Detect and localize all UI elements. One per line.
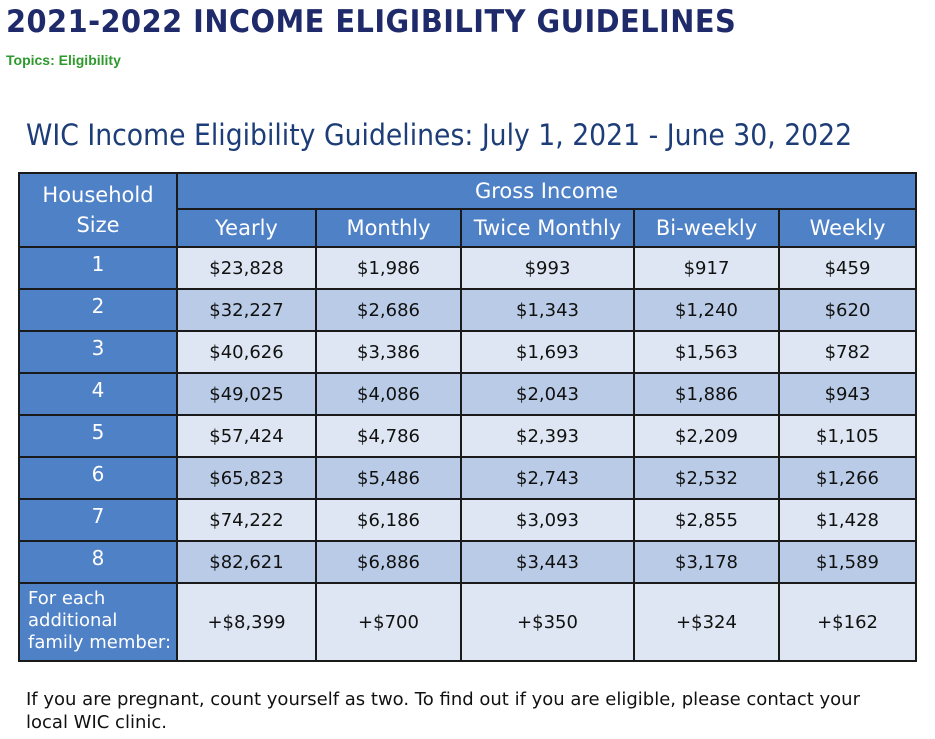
- additional-member-row: [19, 583, 916, 661]
- income-cell: $2,532: [634, 457, 779, 499]
- income-cell: $620: [779, 289, 916, 331]
- gross-income-header: Gross Income: [177, 173, 916, 209]
- income-cell: $993: [461, 247, 634, 289]
- income-cell: $1,428: [779, 499, 916, 541]
- income-cell: $1,343: [461, 289, 634, 331]
- income-cell: $3,093: [461, 499, 634, 541]
- income-cell: $6,886: [316, 541, 461, 583]
- income-cell: $1,266: [779, 457, 916, 499]
- income-cell: $4,086: [316, 373, 461, 415]
- income-cell: $82,621: [177, 541, 316, 583]
- income-cell: $2,043: [461, 373, 634, 415]
- income-cell: $2,855: [634, 499, 779, 541]
- additional-member-label-line: family member:: [28, 632, 172, 653]
- column-header-monthly: Monthly: [316, 209, 461, 247]
- income-cell: $74,222: [177, 499, 316, 541]
- income-cell: $6,186: [316, 499, 461, 541]
- household-size-cell: 1: [19, 247, 177, 289]
- income-cell: $57,424: [177, 415, 316, 457]
- additional-income-cell: +$162: [779, 583, 916, 661]
- topic-link-eligibility[interactable]: Eligibility: [58, 52, 121, 68]
- additional-member-label-line: additional: [28, 610, 118, 631]
- table-row: [19, 247, 916, 289]
- income-cell: $1,986: [316, 247, 461, 289]
- table-row: [19, 373, 916, 415]
- household-size-header: [19, 173, 177, 247]
- income-cell: $5,486: [316, 457, 461, 499]
- household-size-cell: 4: [19, 373, 177, 415]
- income-cell: $1,240: [634, 289, 779, 331]
- income-cell: $459: [779, 247, 916, 289]
- income-cell: $23,828: [177, 247, 316, 289]
- income-cell: $4,786: [316, 415, 461, 457]
- topics-line: [6, 52, 121, 68]
- income-cell: $32,227: [177, 289, 316, 331]
- table-row: [19, 331, 916, 373]
- income-cell: $3,386: [316, 331, 461, 373]
- table-row: [19, 499, 916, 541]
- figure-title: WIC Income Eligibility Guidelines: July 1, 2021 - June 30, 2022: [26, 118, 853, 152]
- household-size-cell: 7: [19, 499, 177, 541]
- additional-income-cell: +$8,399: [177, 583, 316, 661]
- income-cell: $1,886: [634, 373, 779, 415]
- table-row: [19, 289, 916, 331]
- additional-income-cell: +$700: [316, 583, 461, 661]
- income-cell: $40,626: [177, 331, 316, 373]
- income-cell: $2,686: [316, 289, 461, 331]
- column-header-twice-monthly: Twice Monthly: [461, 209, 634, 247]
- household-size-cell: 6: [19, 457, 177, 499]
- column-header-bi-weekly: Bi-weekly: [634, 209, 779, 247]
- household-size-cell: 5: [19, 415, 177, 457]
- column-header-weekly: Weekly: [779, 209, 916, 247]
- income-cell: $917: [634, 247, 779, 289]
- page-title: 2021-2022 INCOME ELIGIBILITY GUIDELINES: [6, 4, 737, 40]
- income-cell: $49,025: [177, 373, 316, 415]
- income-cell: $3,178: [634, 541, 779, 583]
- income-cell: $1,563: [634, 331, 779, 373]
- income-cell: $65,823: [177, 457, 316, 499]
- household-size-cell: 8: [19, 541, 177, 583]
- table-row: [19, 541, 916, 583]
- household-size-cell: 2: [19, 289, 177, 331]
- income-cell: $2,393: [461, 415, 634, 457]
- additional-income-cell: +$324: [634, 583, 779, 661]
- household-size-cell: 3: [19, 331, 177, 373]
- pregnancy-note: If you are pregnant, count yourself as two. To find out if you are eligible, please contact your local WIC clinic.: [26, 689, 860, 733]
- income-cell: $2,209: [634, 415, 779, 457]
- income-cell: $1,693: [461, 331, 634, 373]
- additional-member-label-line: For each: [28, 588, 106, 609]
- topics-label: Topics:: [6, 52, 55, 68]
- column-header-yearly: Yearly: [177, 209, 316, 247]
- income-cell: $3,443: [461, 541, 634, 583]
- additional-income-cell: +$350: [461, 583, 634, 661]
- income-cell: $782: [779, 331, 916, 373]
- income-eligibility-table: [18, 172, 917, 662]
- table-row: [19, 457, 916, 499]
- household-size-label: Household Size: [42, 183, 154, 237]
- income-cell: $1,589: [779, 541, 916, 583]
- additional-member-label: [19, 583, 177, 661]
- income-cell: $943: [779, 373, 916, 415]
- income-cell: $1,105: [779, 415, 916, 457]
- table-row: [19, 415, 916, 457]
- income-cell: $2,743: [461, 457, 634, 499]
